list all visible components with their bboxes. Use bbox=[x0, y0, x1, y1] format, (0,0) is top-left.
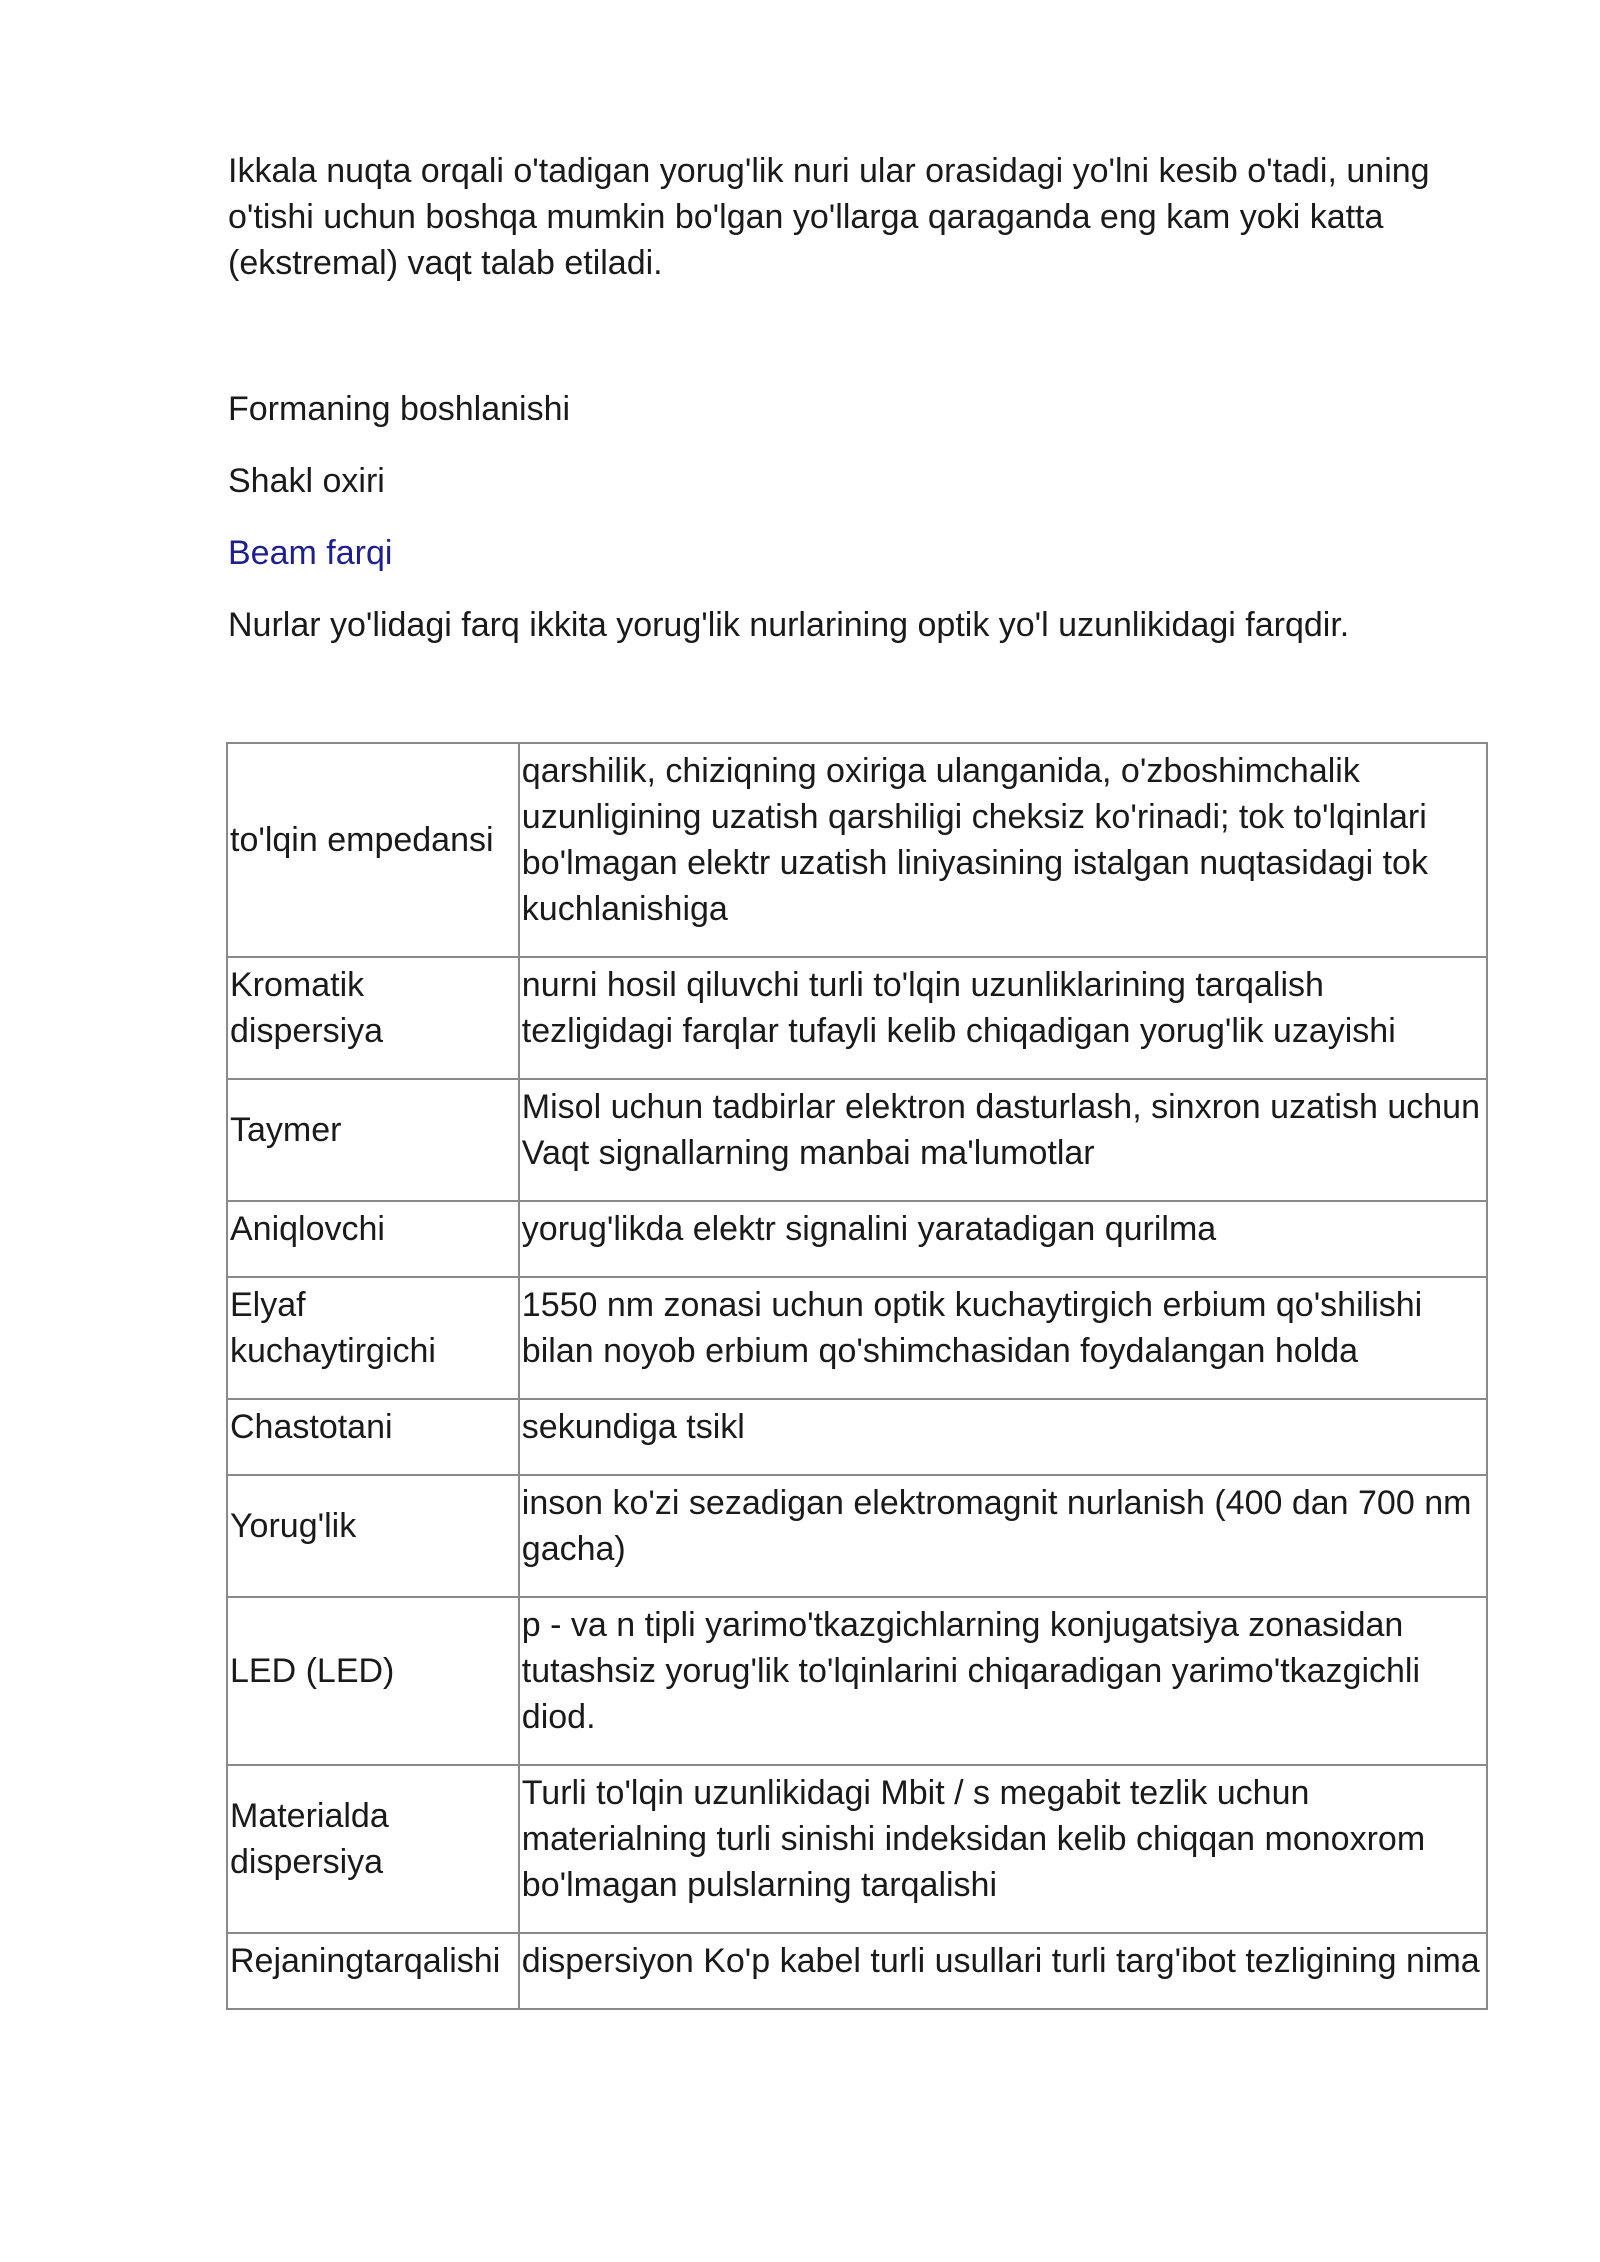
section-paragraph: Nurlar yo'lidagi farq ikkita yorug'lik nurlarining optik yo'l uzunlikidagi farqdir. bbox=[228, 606, 1350, 644]
glossary-table bbox=[226, 742, 1488, 2010]
table-row bbox=[227, 1399, 1487, 1475]
table-row bbox=[227, 1475, 1487, 1597]
table-row bbox=[227, 1597, 1487, 1765]
definition-cell: yorug'likda elektr signalini yaratadigan qurilma bbox=[519, 1201, 1487, 1277]
table-row bbox=[227, 1079, 1487, 1201]
table-row bbox=[227, 1201, 1487, 1277]
term-cell: Elyaf kuchaytirgichi bbox=[227, 1277, 519, 1399]
intro-paragraph: Ikkala nuqta orqali o'tadigan yorug'lik nuri ular orasidagi yo'lni kesib o'tadi, uning o'tishi uchun boshqa mumkin bo'lgan yo'llarga qaraganda eng kam yoki katta (ekstremal) vaqt talab etiladi. bbox=[228, 152, 1430, 282]
term-cell: Taymer bbox=[227, 1079, 519, 1201]
definition-cell: sekundiga tsikl bbox=[519, 1399, 1487, 1475]
spacer bbox=[228, 648, 1488, 742]
term-cell: Chastotani bbox=[227, 1399, 519, 1475]
definition-cell: qarshilik, chiziqning oxiriga ulanganida, o'zboshimchalik uzunligining uzatish qarshiligi cheksiz ko'rinadi; tok to'lqinlari bo'lmagan elektr uzatish liniyasining istalgan nuqtasidagi tok kuchlanishiga bbox=[519, 743, 1487, 957]
term-cell: LED (LED) bbox=[227, 1597, 519, 1765]
term-cell: Rejaningtarqalishi bbox=[227, 1933, 519, 2009]
table-row bbox=[227, 957, 1487, 1079]
definition-cell: dispersiyon Ko'p kabel turli usullari turli targ'ibot tezligining nima bbox=[519, 1933, 1487, 2009]
table-row bbox=[227, 1933, 1487, 2009]
table-row bbox=[227, 1765, 1487, 1933]
term-cell: Materialda dispersiya bbox=[227, 1765, 519, 1933]
definition-cell: p - va n tipli yarimo'tkazgichlarning konjugatsiya zonasidan tutashsiz yorug'lik to'lqinlarini chiqaradigan yarimo'tkazgichli diod. bbox=[519, 1597, 1487, 1765]
spacer bbox=[228, 432, 1488, 458]
document-content bbox=[228, 148, 1488, 2010]
table-row bbox=[227, 1277, 1487, 1399]
form-start-label: Formaning boshlanishi bbox=[228, 390, 571, 428]
section-heading: Beam farqi bbox=[228, 534, 393, 572]
form-end-label: Shakl oxiri bbox=[228, 462, 385, 500]
spacer bbox=[228, 504, 1488, 530]
spacer bbox=[228, 576, 1488, 602]
definition-cell: 1550 nm zonasi uchun optik kuchaytirgich erbium qo'shilishi bilan noyob erbium qo'shimchasidan foydalangan holda bbox=[519, 1277, 1487, 1399]
spacer bbox=[228, 286, 1488, 386]
term-cell: Kromatik dispersiya bbox=[227, 957, 519, 1079]
term-cell: Aniqlovchi bbox=[227, 1201, 519, 1277]
definition-cell: nurni hosil qiluvchi turli to'lqin uzunliklarining tarqalish tezligidagi farqlar tufayli kelib chiqadigan yorug'lik uzayishi bbox=[519, 957, 1487, 1079]
term-cell: to'lqin empedansi bbox=[227, 743, 519, 957]
table-row bbox=[227, 743, 1487, 957]
definition-cell: inson ko'zi sezadigan elektromagnit nurlanish (400 dan 700 nm gacha) bbox=[519, 1475, 1487, 1597]
term-cell: Yorug'lik bbox=[227, 1475, 519, 1597]
definition-cell: Turli to'lqin uzunlikidagi Mbit / s megabit tezlik uchun materialning turli sinishi indeksidan kelib chiqqan monoxrom bo'lmagan pulslarning tarqalishi bbox=[519, 1765, 1487, 1933]
definition-cell: Misol uchun tadbirlar elektron dasturlash, sinxron uzatish uchun Vaqt signallarning manbai ma'lumotlar bbox=[519, 1079, 1487, 1201]
